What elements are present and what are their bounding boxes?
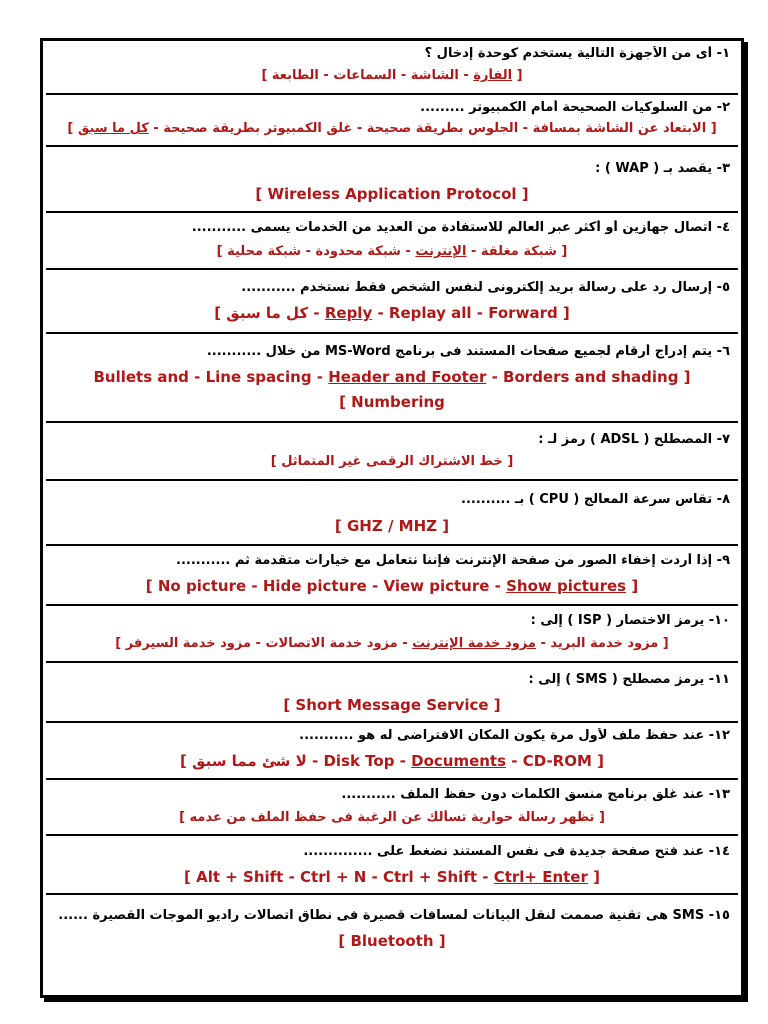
question-text: ١٠- يرمز الاختصار ( ISP ) إلى : bbox=[530, 613, 730, 628]
answer-text: - الشاشة - السماعات - الطابعة ] bbox=[261, 68, 474, 83]
answer-text: [ كل ما سبق - bbox=[214, 304, 325, 322]
question-text: ٣- يقصد بـ ( WAP ) : bbox=[595, 161, 730, 176]
correct-answer: Header and Footer bbox=[328, 368, 487, 386]
answer-text: ] bbox=[67, 121, 78, 136]
answer-text: [ شبكة مغلقة - bbox=[466, 244, 568, 259]
correct-answer: Show pictures bbox=[506, 577, 627, 595]
answer-text: [ الابتعاد عن الشاشة بمسافة - الجلوس بطريقة صحيحة - غلق الكمبيوتر بطريقة صحيحة - bbox=[148, 121, 717, 136]
answer-text: [ Wireless Application Protocol ] bbox=[255, 185, 529, 203]
answer-text: - شبكة محدودة - شبكة محلية ] bbox=[216, 244, 416, 259]
answer-text: - Replay all - Forward ] bbox=[372, 304, 570, 322]
answer-text: [ لا شئ مما سبق - Disk Top - bbox=[179, 752, 412, 770]
question-block bbox=[46, 546, 738, 606]
answer-options bbox=[54, 454, 730, 469]
question-text: ٢- من السلوكيات الصحيحة أمام الكمبيوتر ......... bbox=[420, 100, 730, 115]
answer-text: [ خط الاشتراك الرقمى غير المتماثل ] bbox=[270, 454, 514, 469]
question-block bbox=[46, 334, 738, 423]
answer-options bbox=[54, 185, 730, 203]
answer-text: - Borders and shading ] bbox=[486, 368, 691, 386]
question-block bbox=[46, 895, 738, 996]
answer-options bbox=[54, 368, 730, 386]
question-block bbox=[46, 606, 738, 663]
question-text: ٤- اتصال جهازين أو أكثر عبر العالم للاستفادة من العديد من الخدمات يسمى ........... bbox=[191, 220, 730, 235]
question-text: ٦- يتم إدراج أرقام لجميع صفحات المستند فى برنامج MS-Word من خلال ........... bbox=[206, 344, 730, 359]
answer-text: - CD-ROM ] bbox=[506, 752, 604, 770]
answer-options bbox=[54, 517, 730, 535]
question-text: ٨- تقاس سرعة المعالج ( CPU ) بـ .......... bbox=[461, 492, 730, 507]
correct-answer: Ctrl+ Enter bbox=[493, 868, 588, 886]
answer-options bbox=[54, 68, 730, 83]
answer-text: [ Numbering bbox=[339, 393, 445, 411]
answer-text: [ Short Message Service ] bbox=[283, 696, 501, 714]
answer-options bbox=[54, 810, 730, 825]
correct-answer: كل ما سبق bbox=[77, 121, 149, 136]
answer-text: [ تظهر رسالة حوارية تسألك عن الرغبة فى حفظ الملف من عدمه ] bbox=[179, 810, 605, 825]
answer-text: - مزود خدمة الاتصالات - مزود خدمة السيرفر ] bbox=[115, 636, 413, 651]
question-text: ١١- يرمز مصطلح ( SMS ) إلى : bbox=[528, 672, 730, 687]
question-text: ١٥- SMS هى تقنية صممت لنقل البيانات لمسافات قصيرة فى نطاق اتصالات راديو الموجات القصيرة ...... bbox=[58, 908, 730, 923]
answer-options bbox=[54, 696, 730, 714]
correct-answer: Documents bbox=[411, 752, 507, 770]
answer-options bbox=[54, 752, 730, 770]
answer-text: [ bbox=[512, 68, 523, 83]
answer-options bbox=[54, 932, 730, 950]
answer-options bbox=[54, 868, 730, 886]
answer-options bbox=[54, 577, 730, 595]
question-block bbox=[46, 723, 738, 780]
answer-text: [ No picture - Hide picture - View picture - bbox=[145, 577, 507, 595]
correct-answer: الفأرة bbox=[473, 68, 513, 83]
answer-options bbox=[54, 304, 730, 322]
question-text: ١٣- عند غلق برنامج منسق الكلمات دون حفظ الملف ........... bbox=[341, 787, 730, 802]
answer-options bbox=[54, 636, 730, 651]
correct-answer: Reply bbox=[324, 304, 373, 322]
question-text: ١٢- عند حفظ ملف لأول مرة يكون المكان الافتراضى له هو ........... bbox=[299, 728, 730, 743]
question-block bbox=[46, 213, 738, 270]
question-block bbox=[46, 95, 738, 147]
answer-text: [ Alt + Shift - Ctrl + N - Ctrl + Shift - bbox=[184, 868, 494, 886]
question-text: ٥- إرسال رد على رسالة بريد إلكترونى لنفس الشخص فقط نستخدم ........... bbox=[241, 280, 730, 295]
worksheet-frame bbox=[40, 38, 744, 998]
question-text: ٧- المصطلح ( ADSL ) رمز لـ : bbox=[538, 432, 730, 447]
question-block bbox=[46, 663, 738, 723]
answer-text: Bullets and - Line spacing - bbox=[93, 368, 329, 386]
question-text: ١- أى من الأجهزة التالية يستخدم كوحدة إدخال ؟ bbox=[424, 46, 730, 61]
answer-text: [ Bluetooth ] bbox=[338, 932, 446, 950]
question-text: ٩- إذا أردت إخفاء الصور من صفحة الإنترنت فإننا نتعامل مع خيارات متقدمة ثم ........... bbox=[176, 553, 730, 568]
answer-options-continued bbox=[54, 393, 730, 411]
question-block bbox=[46, 780, 738, 836]
answer-text: ] bbox=[626, 577, 639, 595]
question-block bbox=[46, 423, 738, 481]
question-block bbox=[46, 481, 738, 546]
answer-options bbox=[54, 244, 730, 259]
question-block bbox=[46, 836, 738, 895]
answer-text: [ GHZ / MHZ ] bbox=[334, 517, 450, 535]
correct-answer: الإنترنت bbox=[415, 244, 467, 259]
answer-text: [ مزود خدمة البريد - bbox=[535, 636, 669, 651]
answer-text: ] bbox=[587, 868, 600, 886]
question-block bbox=[46, 41, 738, 95]
correct-answer: مزود خدمة الإنترنت bbox=[412, 636, 536, 651]
question-block bbox=[46, 147, 738, 213]
answer-options bbox=[54, 121, 730, 136]
question-block bbox=[46, 270, 738, 334]
question-text: ١٤- عند فتح صفحة جديدة فى نفس المستند نضغط على .............. bbox=[303, 844, 730, 859]
